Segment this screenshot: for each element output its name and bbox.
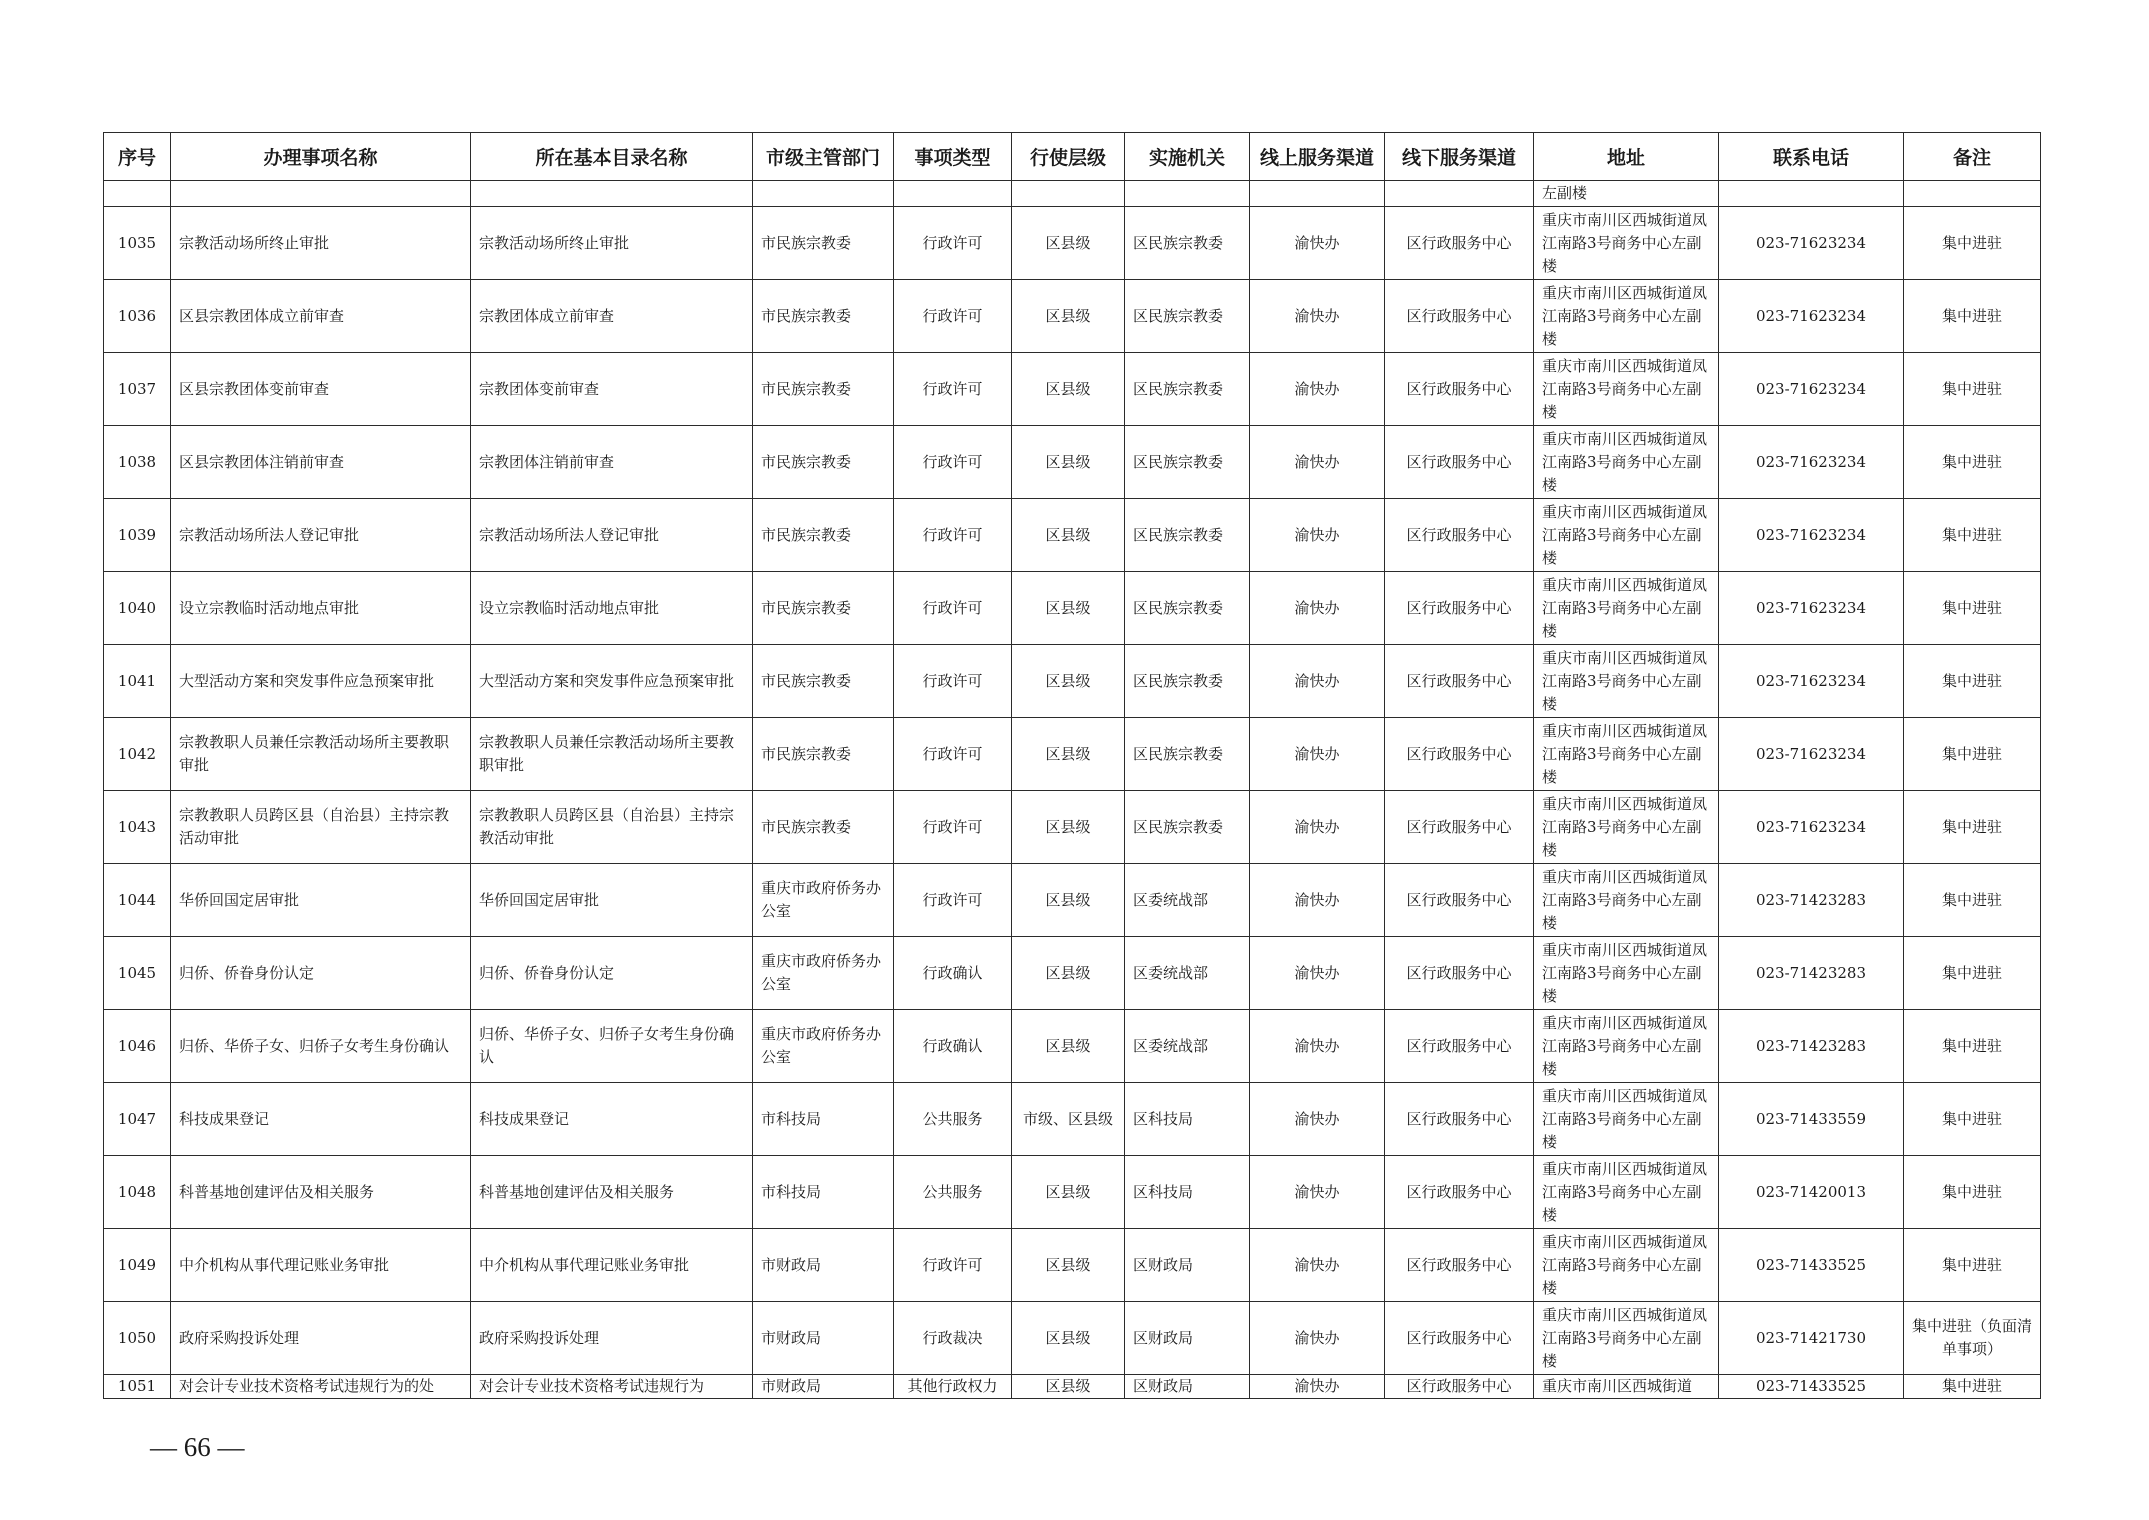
cell-type: 行政许可 <box>894 791 1012 864</box>
table-row <box>104 718 2041 791</box>
cell-catalog-name: 设立宗教临时活动地点审批 <box>471 572 753 645</box>
cell-agency: 区民族宗教委 <box>1125 572 1250 645</box>
cell-department: 市科技局 <box>753 1156 894 1229</box>
cell-level: 区县级 <box>1012 718 1125 791</box>
cell-remark: 集中进驻 <box>1904 1010 2041 1083</box>
cell-item-name: 区县宗教团体成立前审查 <box>171 280 471 353</box>
cell-department: 市民族宗教委 <box>753 791 894 864</box>
cell-offline: 区行政服务中心 <box>1385 499 1534 572</box>
cell-level: 区县级 <box>1012 1302 1125 1375</box>
table-row <box>104 645 2041 718</box>
continued-row <box>104 181 2041 207</box>
cell-level: 区县级 <box>1012 1010 1125 1083</box>
header-phone: 联系电话 <box>1719 133 1904 181</box>
cell-remark <box>1904 181 2041 207</box>
cell-address: 重庆市南川区西城街道 <box>1534 1375 1719 1399</box>
cell-online: 渝快办 <box>1250 1156 1385 1229</box>
table-row <box>104 1156 2041 1229</box>
cell-agency: 区民族宗教委 <box>1125 426 1250 499</box>
cell-department: 市民族宗教委 <box>753 645 894 718</box>
cell-type: 行政许可 <box>894 645 1012 718</box>
cell-online: 渝快办 <box>1250 864 1385 937</box>
table-body <box>104 181 2041 1399</box>
header-level: 行使层级 <box>1012 133 1125 181</box>
table-row <box>104 864 2041 937</box>
cell-seq: 1042 <box>104 718 171 791</box>
cell-level: 区县级 <box>1012 1229 1125 1302</box>
cell-offline: 区行政服务中心 <box>1385 718 1534 791</box>
cell-phone <box>1719 181 1904 207</box>
cell-type: 行政许可 <box>894 718 1012 791</box>
cell-agency: 区民族宗教委 <box>1125 791 1250 864</box>
cell-address: 重庆市南川区西城街道凤江南路3号商务中心左副楼 <box>1534 207 1719 280</box>
cell-level: 区县级 <box>1012 499 1125 572</box>
cell-offline: 区行政服务中心 <box>1385 426 1534 499</box>
cell-department <box>753 181 894 207</box>
cell-phone: 023-71423283 <box>1719 1010 1904 1083</box>
cell-offline: 区行政服务中心 <box>1385 572 1534 645</box>
table-row <box>104 280 2041 353</box>
cell-type: 行政确认 <box>894 937 1012 1010</box>
cell-type <box>894 181 1012 207</box>
cell-catalog-name: 宗教活动场所终止审批 <box>471 207 753 280</box>
table-row <box>104 426 2041 499</box>
cell-agency: 区委统战部 <box>1125 864 1250 937</box>
cell-seq: 1040 <box>104 572 171 645</box>
cell-agency <box>1125 181 1250 207</box>
cell-department: 市民族宗教委 <box>753 499 894 572</box>
cell-item-name: 宗教活动场所终止审批 <box>171 207 471 280</box>
cell-item-name: 中介机构从事代理记账业务审批 <box>171 1229 471 1302</box>
table-row <box>104 791 2041 864</box>
cell-remark: 集中进驻 <box>1904 718 2041 791</box>
cell-catalog-name: 宗教活动场所法人登记审批 <box>471 499 753 572</box>
cell-online: 渝快办 <box>1250 937 1385 1010</box>
cell-department: 市民族宗教委 <box>753 353 894 426</box>
cell-item-name: 华侨回国定居审批 <box>171 864 471 937</box>
cell-level: 区县级 <box>1012 1156 1125 1229</box>
cell-phone: 023-71623234 <box>1719 645 1904 718</box>
cell-catalog-name: 宗教团体注销前审查 <box>471 426 753 499</box>
cell-item-name <box>171 181 471 207</box>
header-agency: 实施机关 <box>1125 133 1250 181</box>
cell-remark: 集中进驻 <box>1904 791 2041 864</box>
table-row <box>104 1083 2041 1156</box>
cell-phone: 023-71623234 <box>1719 572 1904 645</box>
cell-catalog-name: 归侨、侨眷身份认定 <box>471 937 753 1010</box>
cell-catalog-name: 宗教团体变前审查 <box>471 353 753 426</box>
cell-remark: 集中进驻 <box>1904 499 2041 572</box>
cell-seq: 1047 <box>104 1083 171 1156</box>
cell-catalog-name: 中介机构从事代理记账业务审批 <box>471 1229 753 1302</box>
table-row <box>104 207 2041 280</box>
cell-item-name: 科普基地创建评估及相关服务 <box>171 1156 471 1229</box>
cell-department: 市民族宗教委 <box>753 426 894 499</box>
cell-phone: 023-71623234 <box>1719 718 1904 791</box>
cell-agency: 区民族宗教委 <box>1125 353 1250 426</box>
service-items-table <box>103 132 2041 1399</box>
cell-remark: 集中进驻 <box>1904 937 2041 1010</box>
cell-department: 市科技局 <box>753 1083 894 1156</box>
cell-offline: 区行政服务中心 <box>1385 864 1534 937</box>
cell-phone: 023-71623234 <box>1719 499 1904 572</box>
cell-type: 行政确认 <box>894 1010 1012 1083</box>
cell-address: 重庆市南川区西城街道凤江南路3号商务中心左副楼 <box>1534 499 1719 572</box>
cell-remark: 集中进驻（负面清单事项） <box>1904 1302 2041 1375</box>
header-row <box>104 133 2041 181</box>
cell-seq: 1041 <box>104 645 171 718</box>
cell-online: 渝快办 <box>1250 1302 1385 1375</box>
cell-type: 行政许可 <box>894 1229 1012 1302</box>
cell-online: 渝快办 <box>1250 280 1385 353</box>
cell-level: 区县级 <box>1012 280 1125 353</box>
cell-remark: 集中进驻 <box>1904 572 2041 645</box>
cell-type: 行政许可 <box>894 280 1012 353</box>
cell-catalog-name: 华侨回国定居审批 <box>471 864 753 937</box>
cell-level: 区县级 <box>1012 426 1125 499</box>
cell-seq: 1049 <box>104 1229 171 1302</box>
cell-address: 重庆市南川区西城街道凤江南路3号商务中心左副楼 <box>1534 426 1719 499</box>
cell-phone: 023-71623234 <box>1719 280 1904 353</box>
cell-online: 渝快办 <box>1250 1010 1385 1083</box>
cell-type: 其他行政权力 <box>894 1375 1012 1399</box>
cell-offline: 区行政服务中心 <box>1385 1083 1534 1156</box>
cell-catalog-name: 归侨、华侨子女、归侨子女考生身份确认 <box>471 1010 753 1083</box>
cell-offline: 区行政服务中心 <box>1385 353 1534 426</box>
cell-remark: 集中进驻 <box>1904 645 2041 718</box>
cell-phone: 023-71420013 <box>1719 1156 1904 1229</box>
cell-phone: 023-71423283 <box>1719 864 1904 937</box>
cell-level: 区县级 <box>1012 864 1125 937</box>
cell-department: 市民族宗教委 <box>753 572 894 645</box>
cell-seq: 1051 <box>104 1375 171 1399</box>
cell-seq: 1035 <box>104 207 171 280</box>
table-row <box>104 937 2041 1010</box>
service-items-table-container <box>103 132 2040 1399</box>
table-row <box>104 353 2041 426</box>
cell-phone: 023-71433525 <box>1719 1229 1904 1302</box>
cell-address: 重庆市南川区西城街道凤江南路3号商务中心左副楼 <box>1534 280 1719 353</box>
cell-level: 区县级 <box>1012 572 1125 645</box>
cell-seq: 1048 <box>104 1156 171 1229</box>
cell-type: 公共服务 <box>894 1083 1012 1156</box>
cell-agency: 区财政局 <box>1125 1229 1250 1302</box>
cell-offline: 区行政服务中心 <box>1385 937 1534 1010</box>
cell-phone: 023-71623234 <box>1719 426 1904 499</box>
cell-item-name: 宗教教职人员跨区县（自治县）主持宗教活动审批 <box>171 791 471 864</box>
cell-item-name: 区县宗教团体注销前审查 <box>171 426 471 499</box>
cell-agency: 区民族宗教委 <box>1125 207 1250 280</box>
cell-offline <box>1385 181 1534 207</box>
cell-remark: 集中进驻 <box>1904 1375 2041 1399</box>
cell-level: 区县级 <box>1012 1375 1125 1399</box>
cell-seq <box>104 181 171 207</box>
cell-address: 重庆市南川区西城街道凤江南路3号商务中心左副楼 <box>1534 718 1719 791</box>
cell-phone: 023-71623234 <box>1719 353 1904 426</box>
cell-offline: 区行政服务中心 <box>1385 1302 1534 1375</box>
cell-seq: 1044 <box>104 864 171 937</box>
cell-department: 市财政局 <box>753 1302 894 1375</box>
cell-catalog-name: 科技成果登记 <box>471 1083 753 1156</box>
cell-remark: 集中进驻 <box>1904 864 2041 937</box>
cell-seq: 1036 <box>104 280 171 353</box>
cell-catalog-name: 宗教教职人员跨区县（自治县）主持宗教活动审批 <box>471 791 753 864</box>
cell-online: 渝快办 <box>1250 1229 1385 1302</box>
cell-agency: 区民族宗教委 <box>1125 499 1250 572</box>
cell-catalog-name: 宗教团体成立前审查 <box>471 280 753 353</box>
cell-address: 重庆市南川区西城街道凤江南路3号商务中心左副楼 <box>1534 1229 1719 1302</box>
cell-catalog-name: 科普基地创建评估及相关服务 <box>471 1156 753 1229</box>
cell-online: 渝快办 <box>1250 572 1385 645</box>
table-row <box>104 572 2041 645</box>
cell-seq: 1037 <box>104 353 171 426</box>
cell-offline: 区行政服务中心 <box>1385 791 1534 864</box>
cell-item-name: 对会计专业技术资格考试违规行为的处 <box>171 1375 471 1399</box>
cell-online <box>1250 181 1385 207</box>
cell-agency: 区民族宗教委 <box>1125 280 1250 353</box>
cell-department: 市民族宗教委 <box>753 718 894 791</box>
cell-address: 重庆市南川区西城街道凤江南路3号商务中心左副楼 <box>1534 572 1719 645</box>
cell-address: 重庆市南川区西城街道凤江南路3号商务中心左副楼 <box>1534 353 1719 426</box>
cell-address: 重庆市南川区西城街道凤江南路3号商务中心左副楼 <box>1534 937 1719 1010</box>
cell-level: 区县级 <box>1012 207 1125 280</box>
cell-department: 市财政局 <box>753 1229 894 1302</box>
cell-level: 区县级 <box>1012 937 1125 1010</box>
cell-type: 公共服务 <box>894 1156 1012 1229</box>
cell-online: 渝快办 <box>1250 207 1385 280</box>
cell-remark: 集中进驻 <box>1904 1156 2041 1229</box>
cell-agency: 区民族宗教委 <box>1125 718 1250 791</box>
cell-offline: 区行政服务中心 <box>1385 645 1534 718</box>
cell-remark: 集中进驻 <box>1904 280 2041 353</box>
header-type: 事项类型 <box>894 133 1012 181</box>
cell-type: 行政许可 <box>894 499 1012 572</box>
cell-phone: 023-71623234 <box>1719 791 1904 864</box>
cell-address: 重庆市南川区西城街道凤江南路3号商务中心左副楼 <box>1534 1083 1719 1156</box>
cell-online: 渝快办 <box>1250 353 1385 426</box>
cell-agency: 区财政局 <box>1125 1302 1250 1375</box>
cell-level: 区县级 <box>1012 791 1125 864</box>
cell-address: 重庆市南川区西城街道凤江南路3号商务中心左副楼 <box>1534 1302 1719 1375</box>
cell-remark: 集中进驻 <box>1904 207 2041 280</box>
cell-address: 重庆市南川区西城街道凤江南路3号商务中心左副楼 <box>1534 791 1719 864</box>
cell-address: 重庆市南川区西城街道凤江南路3号商务中心左副楼 <box>1534 864 1719 937</box>
cell-address: 重庆市南川区西城街道凤江南路3号商务中心左副楼 <box>1534 1156 1719 1229</box>
cell-item-name: 区县宗教团体变前审查 <box>171 353 471 426</box>
cell-phone: 023-71433559 <box>1719 1083 1904 1156</box>
cell-level: 区县级 <box>1012 353 1125 426</box>
cell-catalog-name: 对会计专业技术资格考试违规行为 <box>471 1375 753 1399</box>
cell-remark: 集中进驻 <box>1904 1229 2041 1302</box>
cell-seq: 1046 <box>104 1010 171 1083</box>
cell-offline: 区行政服务中心 <box>1385 1156 1534 1229</box>
cell-item-name: 宗教教职人员兼任宗教活动场所主要教职审批 <box>171 718 471 791</box>
cell-online: 渝快办 <box>1250 645 1385 718</box>
cell-item-name: 大型活动方案和突发事件应急预案审批 <box>171 645 471 718</box>
cell-item-name: 宗教活动场所法人登记审批 <box>171 499 471 572</box>
header-address: 地址 <box>1534 133 1719 181</box>
cell-offline: 区行政服务中心 <box>1385 280 1534 353</box>
cell-seq: 1039 <box>104 499 171 572</box>
header-remark: 备注 <box>1904 133 2041 181</box>
cell-remark: 集中进驻 <box>1904 353 2041 426</box>
cell-address: 重庆市南川区西城街道凤江南路3号商务中心左副楼 <box>1534 645 1719 718</box>
cell-online: 渝快办 <box>1250 791 1385 864</box>
cell-agency: 区委统战部 <box>1125 937 1250 1010</box>
cell-catalog-name: 政府采购投诉处理 <box>471 1302 753 1375</box>
cell-catalog-name <box>471 181 753 207</box>
header-seq: 序号 <box>104 133 171 181</box>
table-row <box>104 499 2041 572</box>
cell-level <box>1012 181 1125 207</box>
table-header <box>104 133 2041 181</box>
cell-online: 渝快办 <box>1250 499 1385 572</box>
cell-department: 重庆市政府侨务办公室 <box>753 1010 894 1083</box>
cell-level: 市级、区县级 <box>1012 1083 1125 1156</box>
table-row <box>104 1010 2041 1083</box>
cell-agency: 区科技局 <box>1125 1156 1250 1229</box>
cell-type: 行政许可 <box>894 353 1012 426</box>
header-department: 市级主管部门 <box>753 133 894 181</box>
cell-phone: 023-71623234 <box>1719 207 1904 280</box>
cell-offline: 区行政服务中心 <box>1385 1375 1534 1399</box>
cell-item-name: 政府采购投诉处理 <box>171 1302 471 1375</box>
cell-item-name: 科技成果登记 <box>171 1083 471 1156</box>
cell-department: 重庆市政府侨务办公室 <box>753 864 894 937</box>
cell-department: 市财政局 <box>753 1375 894 1399</box>
cell-address: 重庆市南川区西城街道凤江南路3号商务中心左副楼 <box>1534 1010 1719 1083</box>
cell-online: 渝快办 <box>1250 718 1385 791</box>
header-item-name: 办理事项名称 <box>171 133 471 181</box>
cell-remark: 集中进驻 <box>1904 426 2041 499</box>
cell-type: 行政许可 <box>894 207 1012 280</box>
cell-department: 市民族宗教委 <box>753 280 894 353</box>
cell-online: 渝快办 <box>1250 1375 1385 1399</box>
table-row-partial <box>104 1375 2041 1399</box>
cell-item-name: 设立宗教临时活动地点审批 <box>171 572 471 645</box>
cell-item-name: 归侨、华侨子女、归侨子女考生身份确认 <box>171 1010 471 1083</box>
cell-seq: 1043 <box>104 791 171 864</box>
cell-seq: 1045 <box>104 937 171 1010</box>
header-online: 线上服务渠道 <box>1250 133 1385 181</box>
cell-online: 渝快办 <box>1250 1083 1385 1156</box>
cell-phone: 023-71421730 <box>1719 1302 1904 1375</box>
table-row <box>104 1302 2041 1375</box>
cell-remark: 集中进驻 <box>1904 1083 2041 1156</box>
page-number: — 66 — <box>150 1432 245 1462</box>
cell-type: 行政许可 <box>894 864 1012 937</box>
cell-type: 行政许可 <box>894 426 1012 499</box>
cell-item-name: 归侨、侨眷身份认定 <box>171 937 471 1010</box>
cell-agency: 区委统战部 <box>1125 1010 1250 1083</box>
cell-type: 行政许可 <box>894 572 1012 645</box>
cell-agency: 区民族宗教委 <box>1125 645 1250 718</box>
cell-offline: 区行政服务中心 <box>1385 1010 1534 1083</box>
cell-department: 重庆市政府侨务办公室 <box>753 937 894 1010</box>
cell-seq: 1050 <box>104 1302 171 1375</box>
cell-phone: 023-71423283 <box>1719 937 1904 1010</box>
cell-department: 市民族宗教委 <box>753 207 894 280</box>
cell-catalog-name: 大型活动方案和突发事件应急预案审批 <box>471 645 753 718</box>
header-catalog-name: 所在基本目录名称 <box>471 133 753 181</box>
cell-type: 行政裁决 <box>894 1302 1012 1375</box>
header-offline: 线下服务渠道 <box>1385 133 1534 181</box>
cell-agency: 区财政局 <box>1125 1375 1250 1399</box>
cell-online: 渝快办 <box>1250 426 1385 499</box>
cell-phone: 023-71433525 <box>1719 1375 1904 1399</box>
cell-offline: 区行政服务中心 <box>1385 1229 1534 1302</box>
cell-address: 左副楼 <box>1534 181 1719 207</box>
cell-seq: 1038 <box>104 426 171 499</box>
cell-level: 区县级 <box>1012 645 1125 718</box>
cell-offline: 区行政服务中心 <box>1385 207 1534 280</box>
table-row <box>104 1229 2041 1302</box>
cell-agency: 区科技局 <box>1125 1083 1250 1156</box>
cell-catalog-name: 宗教教职人员兼任宗教活动场所主要教职审批 <box>471 718 753 791</box>
